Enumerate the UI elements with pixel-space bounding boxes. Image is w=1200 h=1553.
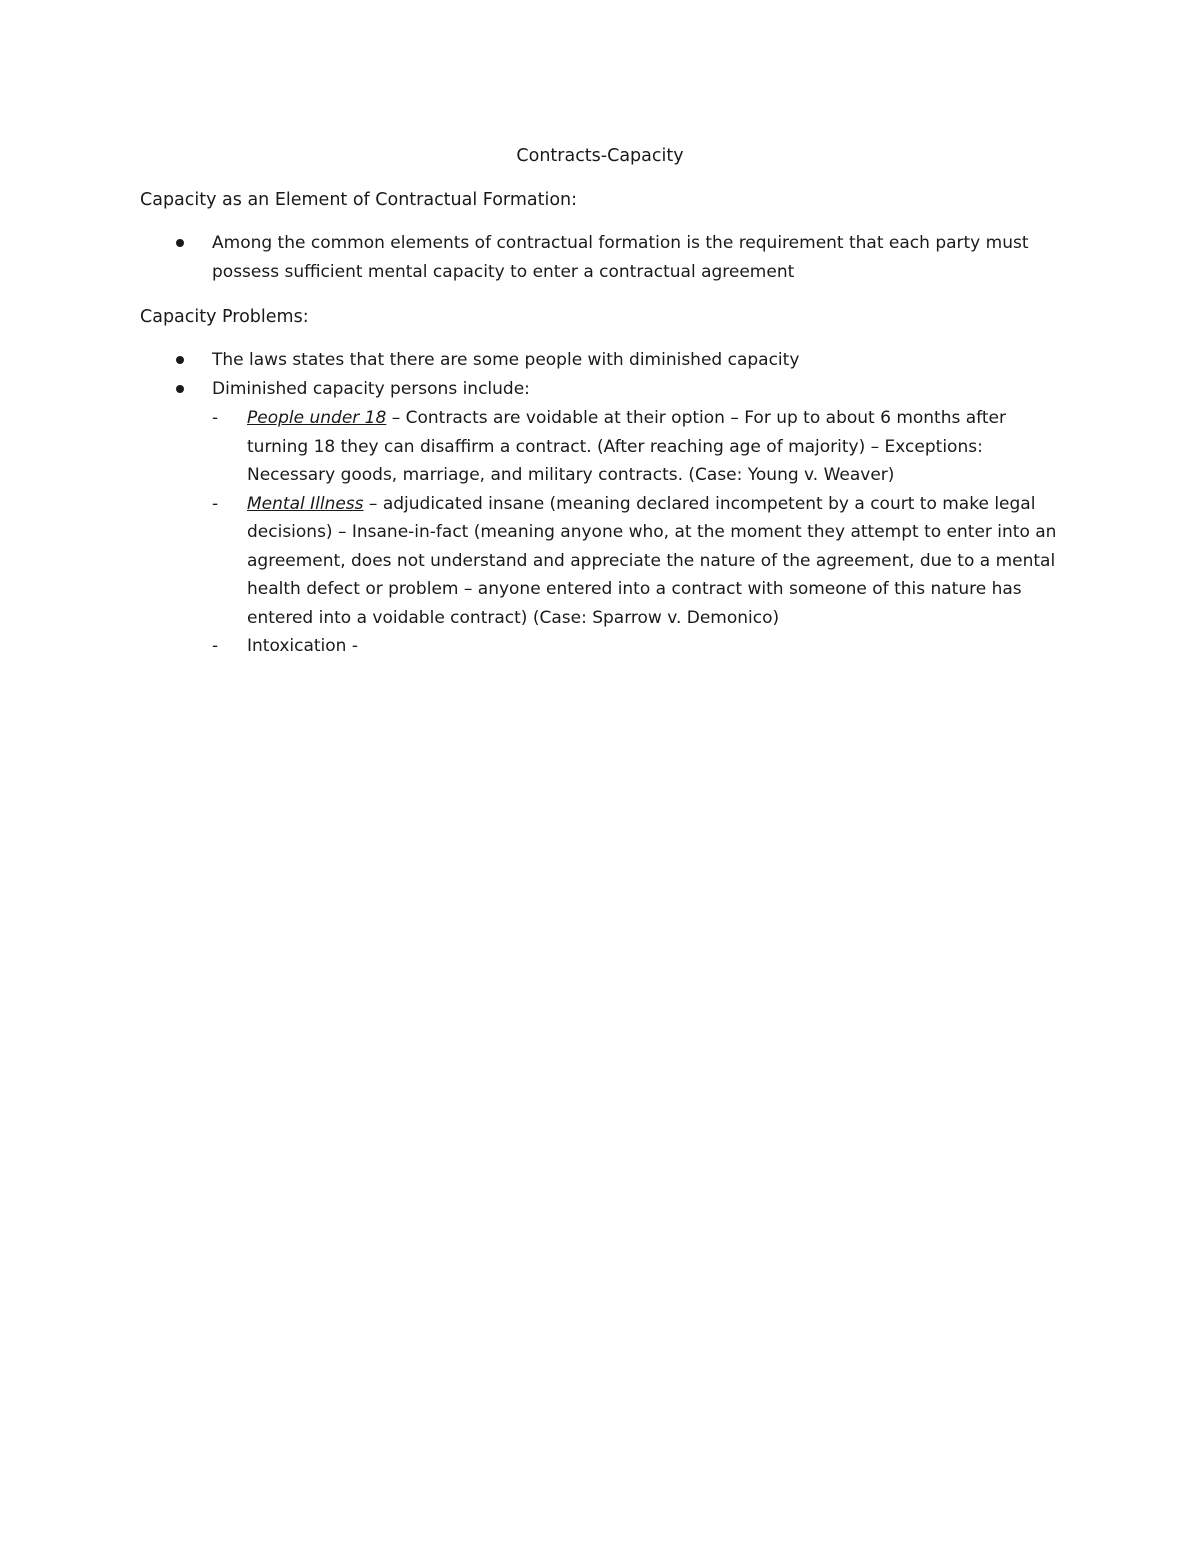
formation-bullet-list bbox=[140, 229, 1070, 287]
bullet-icon bbox=[176, 356, 184, 364]
sub-item-text: Intoxication - bbox=[247, 636, 358, 656]
list-item bbox=[140, 375, 1070, 404]
list-item bbox=[140, 229, 1070, 287]
list-item bbox=[140, 346, 1070, 375]
term-mental-illness: Mental Illness bbox=[247, 493, 364, 514]
sub-list-item-mental-illness bbox=[140, 490, 1070, 633]
bullet-icon bbox=[176, 239, 184, 247]
dash-marker: - bbox=[212, 636, 219, 656]
bullet-text: Diminished capacity persons include: bbox=[212, 379, 530, 399]
section-heading-formation: Capacity as an Element of Contractual Formation: bbox=[140, 190, 578, 210]
sub-list-item-intoxication bbox=[140, 632, 1070, 661]
problems-bullet-list bbox=[140, 346, 1070, 661]
page-title: Contracts-Capacity bbox=[516, 146, 684, 166]
bullet-text: Among the common elements of contractual formation is the requirement that each party must possess sufficient mental capacity to enter a contractual agreement bbox=[212, 233, 1029, 282]
sub-item-text: – Contracts are voidable at their option – For up to about 6 months after turning 18 they can disaffirm a contract. (After reaching age of majority) – Exceptions: Necessary goods, marriage, and military contracts. (Case: Young v. Weaver) bbox=[247, 408, 1006, 485]
term-people-under-18: People under 18 bbox=[247, 408, 387, 428]
sub-list-item-minors bbox=[140, 404, 1070, 490]
section-heading-problems: Capacity Problems: bbox=[140, 307, 309, 327]
sub-item-text: – adjudicated insane (meaning declared incompetent by a court to make legal decisions) – Insane-in-fact (meaning anyone who, at the moment they attempt to enter into an agreement, does not understand and appreciate the nature of the agreement, due to a mental health defect or problem – anyone entered into a contract with someone of this nature has entered into a voidable contract) (Case: Sparrow v. Demonico) bbox=[247, 493, 1057, 628]
dash-marker: - bbox=[212, 493, 219, 514]
bullet-icon bbox=[176, 385, 184, 393]
bullet-text: The laws states that there are some people with diminished capacity bbox=[212, 350, 800, 370]
dash-marker: - bbox=[212, 408, 219, 428]
